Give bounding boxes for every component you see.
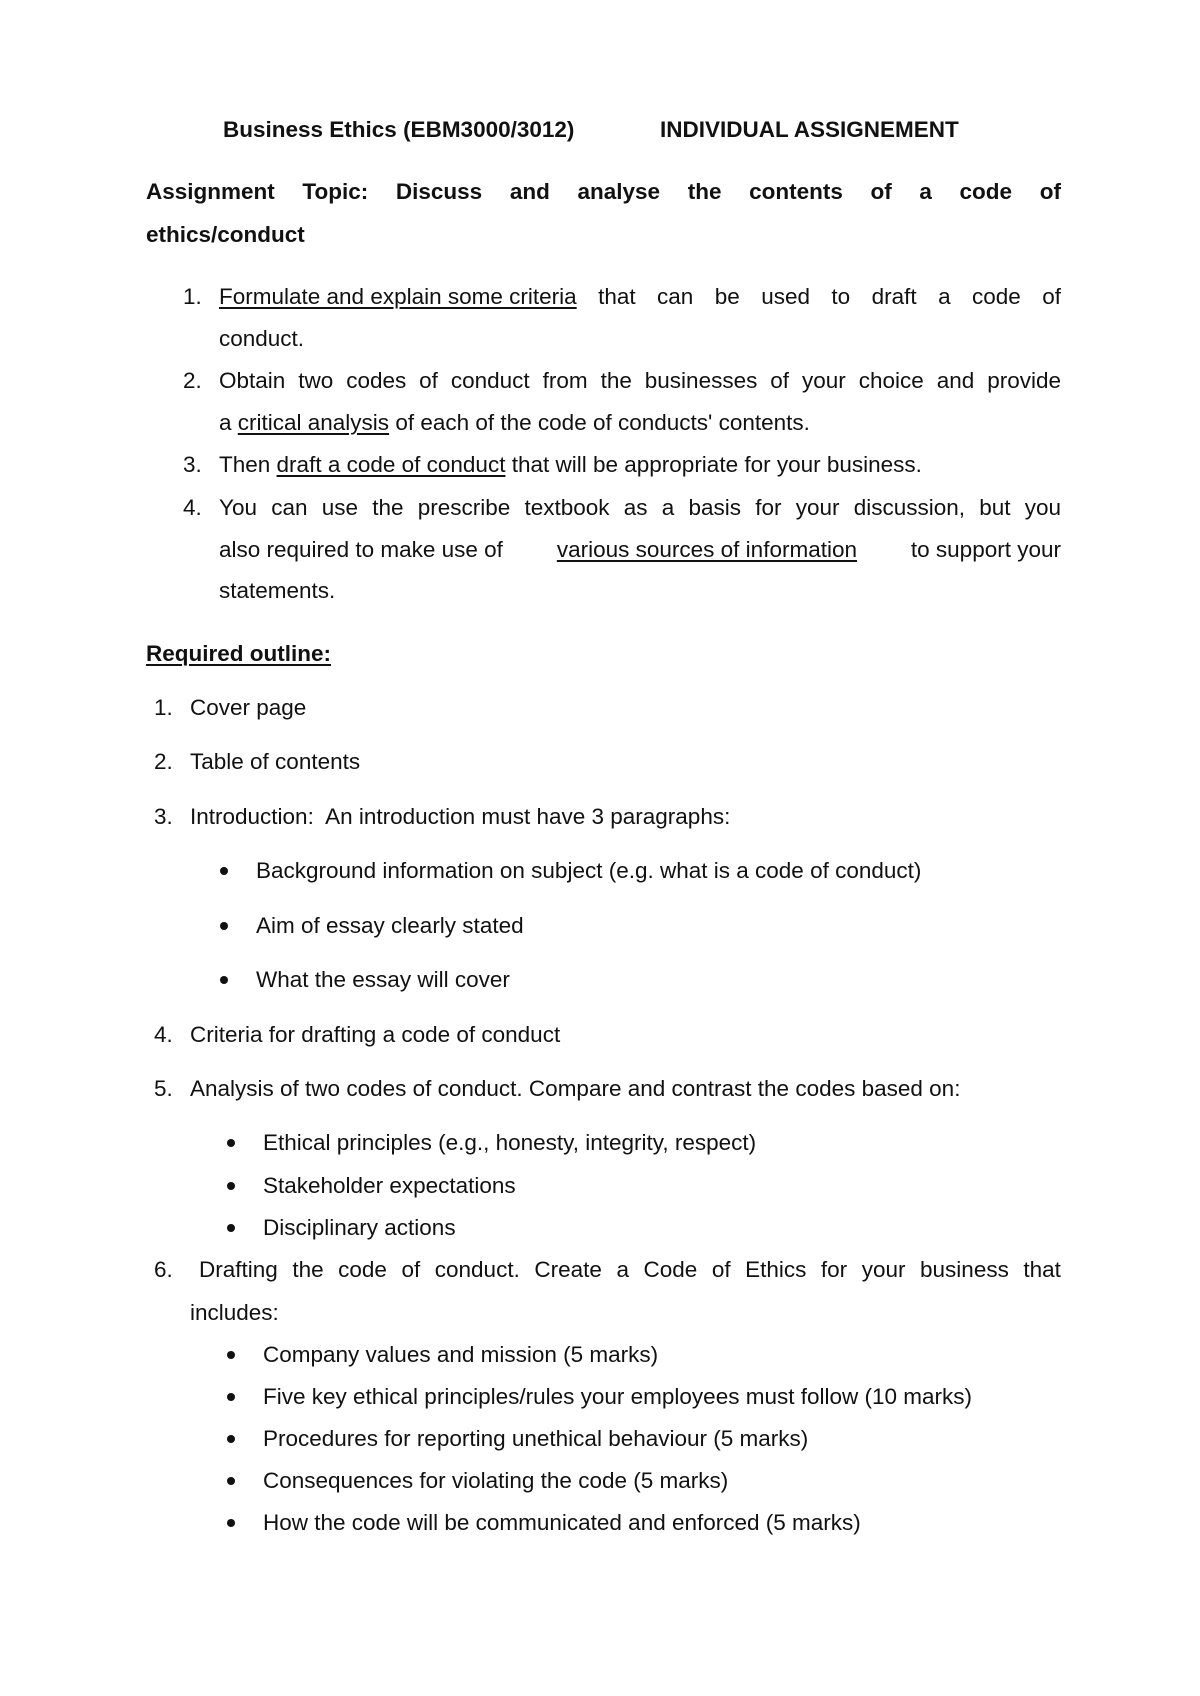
task-2-underlined: critical analysis xyxy=(237,410,390,435)
task-1-line-2: conduct. xyxy=(219,326,305,351)
task-4-line-2: also required to make use of various sources of information to support your xyxy=(219,537,1061,562)
outline-number: 3. xyxy=(154,804,173,829)
bullet-icon xyxy=(227,1182,235,1190)
outline-bullet: Consequences for violating the code (5 marks) xyxy=(263,1468,729,1493)
bullet-icon xyxy=(227,1393,235,1401)
outline-item-6-line-2: includes: xyxy=(190,1300,279,1325)
bullet-icon xyxy=(227,1519,235,1527)
outline-item: Introduction: An introduction must have 3 paragraphs: xyxy=(190,804,731,829)
task-4-line-3: statements. xyxy=(219,578,336,603)
bullet-icon xyxy=(227,1139,235,1147)
outline-bullet: Aim of essay clearly stated xyxy=(256,913,524,938)
outline-number: 2. xyxy=(154,749,173,774)
outline-bullet: Stakeholder expectations xyxy=(263,1173,516,1198)
bullet-icon xyxy=(220,922,228,930)
task-number: 3. xyxy=(183,452,202,477)
task-2-line-1: Obtain two codes of conduct from the businesses of your choice and provide xyxy=(219,368,1061,393)
task-1-line-1: Formulate and explain some criteria that can be used to draft a code of xyxy=(219,284,1061,309)
bullet-icon xyxy=(227,1351,235,1359)
outline-item-6-line-1: Drafting the code of conduct. Create a Code of Ethics for your business that xyxy=(199,1257,1061,1282)
task-number: 1. xyxy=(183,284,202,309)
outline-item: Table of contents xyxy=(190,749,361,774)
outline-bullet: Procedures for reporting unethical behaviour (5 marks) xyxy=(263,1426,809,1451)
outline-item: Analysis of two codes of conduct. Compare and contrast the codes based on: xyxy=(190,1076,961,1101)
task-3-line-1: Then draft a code of conduct that will be appropriate for your business. xyxy=(219,452,922,477)
outline-number: 6. xyxy=(154,1257,173,1282)
assignment-type: INDIVIDUAL ASSIGNEMENT xyxy=(660,117,959,142)
outline-number: 5. xyxy=(154,1076,173,1101)
bullet-icon xyxy=(220,976,228,984)
topic-line-2: ethics/conduct xyxy=(146,222,305,247)
outline-bullet: How the code will be communicated and enforced (5 marks) xyxy=(263,1510,861,1535)
topic-line-1: Assignment Topic: Discuss and analyse the contents of a code of xyxy=(146,179,1061,204)
outline-bullet: Ethical principles (e.g., honesty, integrity, respect) xyxy=(263,1130,757,1155)
bullet-icon xyxy=(227,1477,235,1485)
outline-item: Criteria for drafting a code of conduct xyxy=(190,1022,561,1047)
outline-item: Cover page xyxy=(190,695,307,720)
bullet-icon xyxy=(227,1435,235,1443)
bullet-icon xyxy=(220,867,228,875)
task-1-underlined: Formulate and explain some criteria xyxy=(219,284,577,309)
task-3-underlined: draft a code of conduct xyxy=(276,452,506,477)
task-number: 2. xyxy=(183,368,202,393)
task-number: 4. xyxy=(183,495,202,520)
outline-bullet: Background information on subject (e.g. what is a code of conduct) xyxy=(256,858,922,883)
outline-heading: Required outline: xyxy=(146,641,331,666)
outline-bullet: Company values and mission (5 marks) xyxy=(263,1342,659,1367)
task-4-underlined: various sources of information xyxy=(556,537,857,562)
outline-bullet: Five key ethical principles/rules your employees must follow (10 marks) xyxy=(263,1384,973,1409)
outline-bullet: Disciplinary actions xyxy=(263,1215,456,1240)
bullet-icon xyxy=(227,1224,235,1232)
outline-number: 4. xyxy=(154,1022,173,1047)
outline-bullet: What the essay will cover xyxy=(256,967,510,992)
outline-number: 1. xyxy=(154,695,173,720)
course-title: Business Ethics (EBM3000/3012) xyxy=(223,117,575,142)
task-2-line-2: a critical analysis of each of the code of conducts' contents. xyxy=(219,410,810,435)
task-4-line-1: You can use the prescribe textbook as a basis for your discussion, but you xyxy=(219,495,1061,520)
